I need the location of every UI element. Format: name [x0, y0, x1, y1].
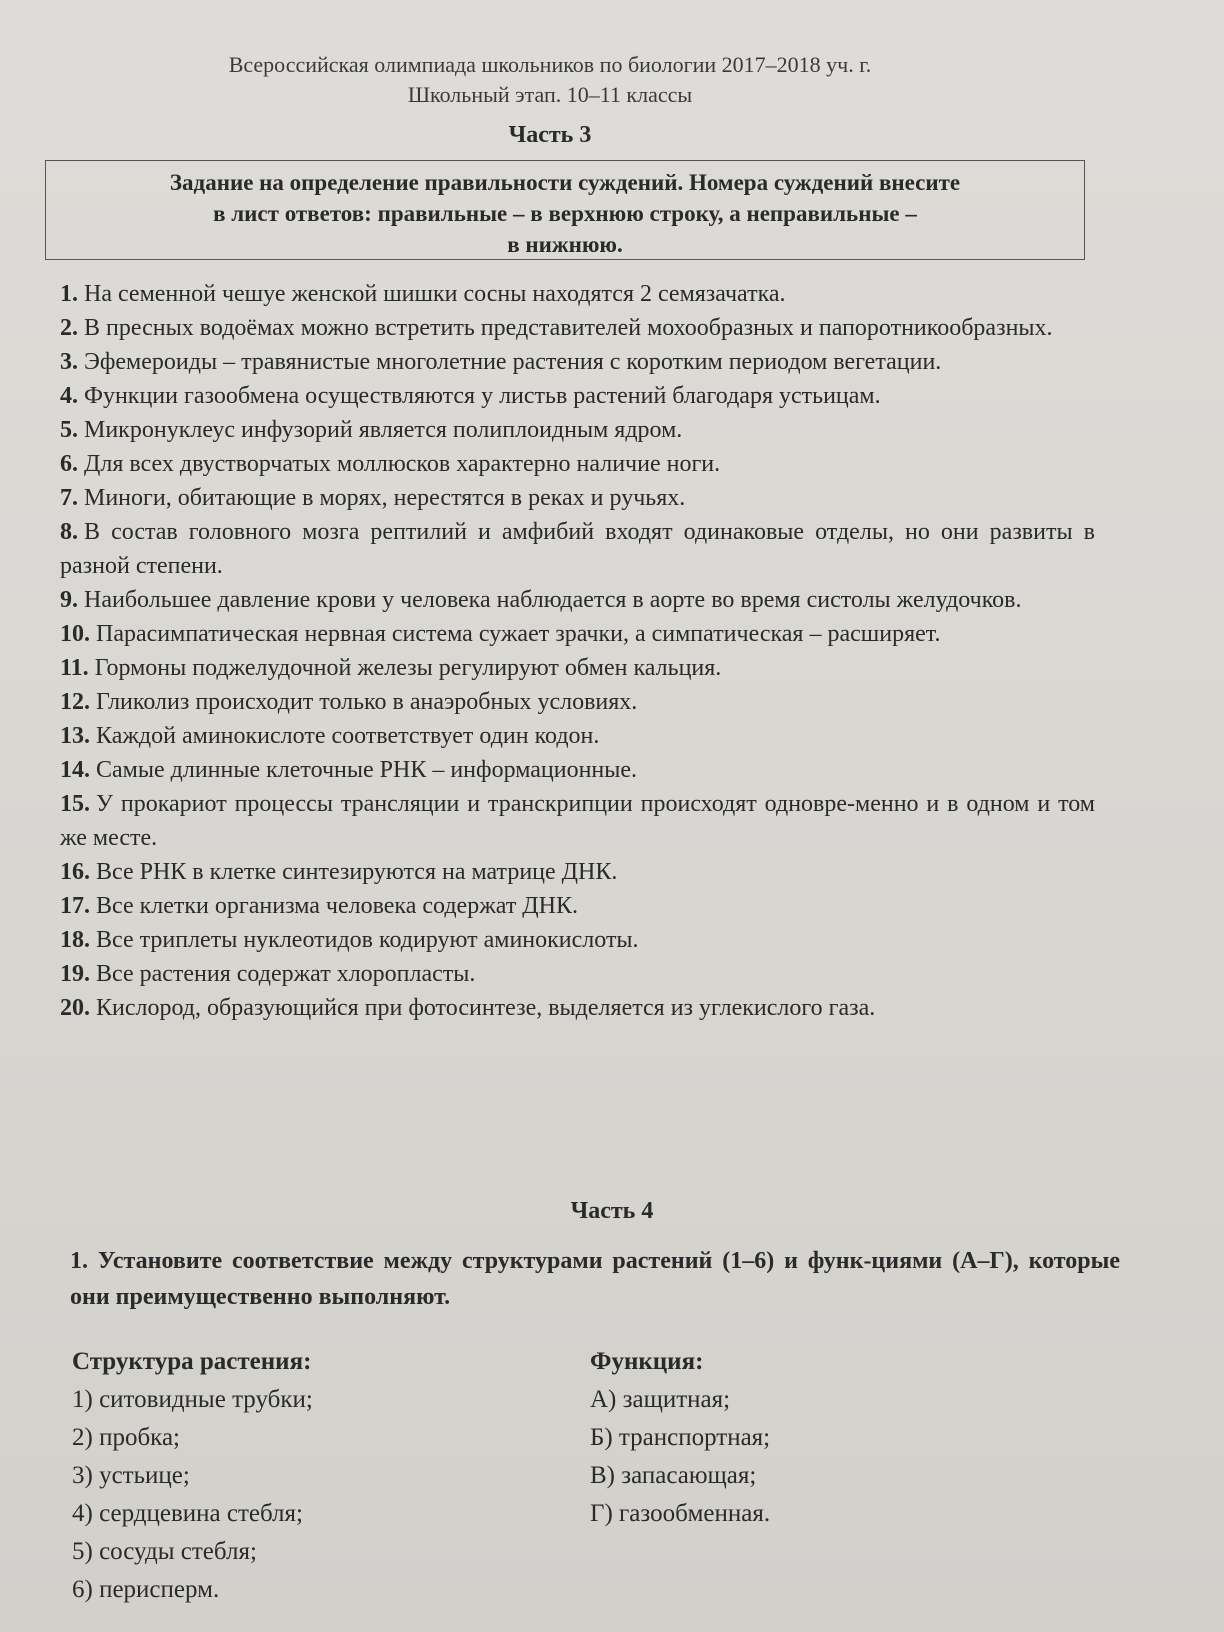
- function-item: В) запасающая;: [590, 1462, 757, 1489]
- statement-text: Самые длинные клеточные РНК – информационные.: [96, 757, 638, 783]
- structure-item: 5) сосуды стебля;: [72, 1538, 257, 1565]
- part4-title: Часть 4: [570, 1198, 654, 1224]
- function-item: А) защитная;: [590, 1386, 731, 1413]
- statement-text: Парасимпатическая нервная система сужает зрачки, а симпатическая – расширяет.: [96, 621, 941, 647]
- statement-number: 1.: [60, 281, 78, 307]
- function-item: Б) транспортная;: [590, 1424, 771, 1451]
- statement-item: [60, 719, 1095, 753]
- statement-text: Наибольшее давление крови у человека наблюдается в аорте во время систолы желудочков.: [84, 587, 1022, 613]
- statement-item: [60, 957, 1095, 991]
- statement-number: 8.: [60, 519, 78, 545]
- statement-number: 11.: [60, 655, 89, 681]
- statement-text: Функции газообмена осуществляются у листьв растений благодаря устьицам.: [84, 383, 881, 409]
- functions-column: [590, 1343, 770, 1533]
- statement-text: На семенной чешуе женской шишки сосны находятся 2 семязачатка.: [84, 281, 786, 307]
- statement-text: Эфемероиды – травянистые многолетние растения с коротким периодом вегетации.: [84, 349, 942, 375]
- part3-task-box: [45, 160, 1085, 260]
- statement-item: [60, 413, 1095, 447]
- statement-number: 7.: [60, 485, 78, 511]
- statement-item: [60, 787, 1095, 855]
- statement-item: [60, 379, 1095, 413]
- task-line-3: в нижнюю.: [507, 232, 623, 257]
- statement-number: 2.: [60, 315, 78, 341]
- statement-item: [60, 889, 1095, 923]
- structures-heading: Структура растения:: [72, 1348, 312, 1375]
- statement-item: [60, 923, 1095, 957]
- statement-item: [60, 991, 1095, 1025]
- statement-item: [60, 277, 1095, 311]
- task-line-1: Задание на определение правильности суждений. Номера суждений внесите: [169, 170, 961, 195]
- statement-item: [60, 685, 1095, 719]
- statement-item: [60, 855, 1095, 889]
- statement-number: 10.: [60, 621, 90, 647]
- structure-item: 1) ситовидные трубки;: [72, 1386, 313, 1413]
- statement-number: 4.: [60, 383, 78, 409]
- part4-task: 1. Установите соответствие между структурами растений (1–6) и функ-циями (А–Г), которые они преимущественно выполняют.: [70, 1248, 1120, 1310]
- statement-text: В пресных водоёмах можно встретить представителей мохообразных и папоротникообразных.: [84, 315, 1053, 341]
- statement-text: Все клетки организма человека содержат ДНК.: [96, 893, 579, 919]
- structures-column: [72, 1343, 313, 1609]
- task-line-2: в лист ответов: правильные – в верхнюю строку, а неправильные –: [213, 201, 917, 226]
- statement-item: [60, 311, 1095, 345]
- statement-text: Все триплеты нуклеотидов кодируют аминокислоты.: [96, 927, 639, 953]
- statement-text: Каждой аминокислоте соответствует один кодон.: [96, 723, 600, 749]
- statement-number: 13.: [60, 723, 90, 749]
- document-header: [0, 50, 1100, 110]
- statement-number: 3.: [60, 349, 78, 375]
- statement-item: [60, 515, 1095, 583]
- statement-number: 14.: [60, 757, 90, 783]
- statement-item: [60, 753, 1095, 787]
- statement-item: [60, 583, 1095, 617]
- statement-number: 16.: [60, 859, 90, 885]
- statement-number: 20.: [60, 995, 90, 1021]
- functions-heading: Функция:: [590, 1348, 704, 1375]
- statement-number: 19.: [60, 961, 90, 987]
- statement-text: Для всех двустворчатых моллюсков характерно наличие ноги.: [84, 451, 721, 477]
- structure-item: 2) пробка;: [72, 1424, 180, 1451]
- statement-item: [60, 617, 1095, 651]
- statement-item: [60, 651, 1095, 685]
- statement-item: [60, 447, 1095, 481]
- statement-text: У прокариот процессы трансляции и транскрипции происходят одновре-менно и в одном и том же месте.: [60, 791, 1095, 851]
- statement-number: 12.: [60, 689, 90, 715]
- function-item: Г) газообменная.: [590, 1500, 771, 1527]
- header-line-2: Школьный этап. 10–11 классы: [407, 82, 693, 107]
- structure-item: 4) сердцевина стебля;: [72, 1500, 303, 1527]
- statement-text: Все РНК в клетке синтезируются на матрице ДНК.: [96, 859, 618, 885]
- statement-number: 6.: [60, 451, 78, 477]
- statement-item: [60, 481, 1095, 515]
- header-line-1: Всероссийская олимпиада школьников по биологии 2017–2018 уч. г.: [228, 52, 872, 77]
- statement-number: 18.: [60, 927, 90, 953]
- statement-text: Гормоны поджелудочной железы регулируют обмен кальция.: [94, 655, 722, 681]
- statement-text: В состав головного мозга рептилий и амфибий входят одинаковые отделы, но они развиты в разной степени.: [60, 519, 1095, 579]
- statement-number: 17.: [60, 893, 90, 919]
- statement-text: Гликолиз происходит только в анаэробных условиях.: [96, 689, 638, 715]
- structure-item: 6) перисперм.: [72, 1576, 220, 1603]
- statement-item: [60, 345, 1095, 379]
- statement-number: 15.: [60, 791, 90, 817]
- structure-item: 3) устьице;: [72, 1462, 190, 1489]
- statement-text: Все растения содержат хлоропласты.: [96, 961, 476, 987]
- statement-text: Кислород, образующийся при фотосинтезе, выделяется из углекислого газа.: [96, 995, 876, 1021]
- statement-number: 9.: [60, 587, 78, 613]
- statement-number: 5.: [60, 417, 78, 443]
- statement-text: Миноги, обитающие в морях, нерестятся в реках и ручьях.: [84, 485, 686, 511]
- part3-title: Часть 3: [508, 122, 592, 148]
- statements-list: [60, 277, 1095, 1025]
- statement-text: Микронуклеус инфузорий является полиплоидным ядром.: [84, 417, 683, 443]
